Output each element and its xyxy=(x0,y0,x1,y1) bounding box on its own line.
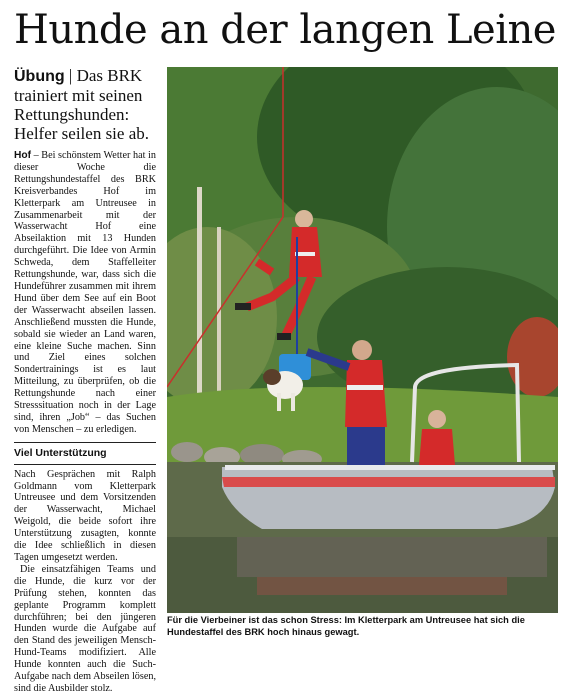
kicker-separator: | xyxy=(64,66,77,85)
news-photo xyxy=(167,67,558,613)
photo-illustration xyxy=(167,67,558,613)
article-paragraph-2: Nach Gesprächen mit Ralph Goldmann vom Kletterpark Untreusee und dem Vorsitzenden der Wasserwacht, Michael Weigold, die beide sofort ihre Unterstützung zusagten, konnte die Idee schließlich in diesen Tagen umgesetzt werden. xyxy=(14,468,156,563)
kicker-label: Übung xyxy=(14,68,65,85)
article-column xyxy=(14,66,156,695)
article-paragraph-3: Die einsatzfähigen Teams und die Hunde, die kurz vor der Prüfung stehen, konnten das geplante Programm komplett durchführen; bei den jüngeren Hunden wurde die Aufgabe auf den Stand des jeweiligen Mensch-Hund-Teams modifiziert. Alle Hunde konnten auch die Such-Aufgabe nach dem Abseilen lösen, sind die Ausbilder stolz. xyxy=(14,563,156,694)
subheading: Viel Unterstützung xyxy=(14,442,156,465)
photo-caption: Für die Vierbeiner ist das schon Stress: Im Kletterpark am Untreusee hat sich die Hundestaffel des BRK hoch hinaus gewagt. xyxy=(167,615,525,637)
article-body xyxy=(14,150,156,695)
headline: Hunde an der langen Leine xyxy=(14,7,556,53)
kicker-text: Das BRK trainiert mit seinen Rettungshunden: Helfer seilen sie ab. xyxy=(14,66,149,143)
article-lead xyxy=(14,150,156,436)
lead-text: – Bei schönstem Wetter hat in dieser Woche die Rettungshundestaffel des BRK Kreisverbandes Hof im Kletterpark am Untreusee in Zusammenarbeit mit der Wasserwacht Hof eine Abseilaktion mit 13 Hunden durchgeführt. Die Idee von Armin Schweda, dem Staffelleiter Rettungshunde, war, dass sich die Hundeführer zusammen mit ihrem Hund über dem See auf ein Boot der Wasserwacht abseilen lassen. Anschließend mussten die Hunde, sobald sie wieder an Land waren, eine kleine Suche machen. Sinn und Ziel eines solchen Sondertrainings ist es laut Mitteilung, zu überprüfen, ob die Rettungshunde nach einer Stresssituation noch in der Lage sind, ihren „Job“ – das Suchen von Menschen – zu erledigen. xyxy=(14,150,156,435)
dateline: Hof xyxy=(14,150,31,161)
kicker xyxy=(14,66,156,143)
